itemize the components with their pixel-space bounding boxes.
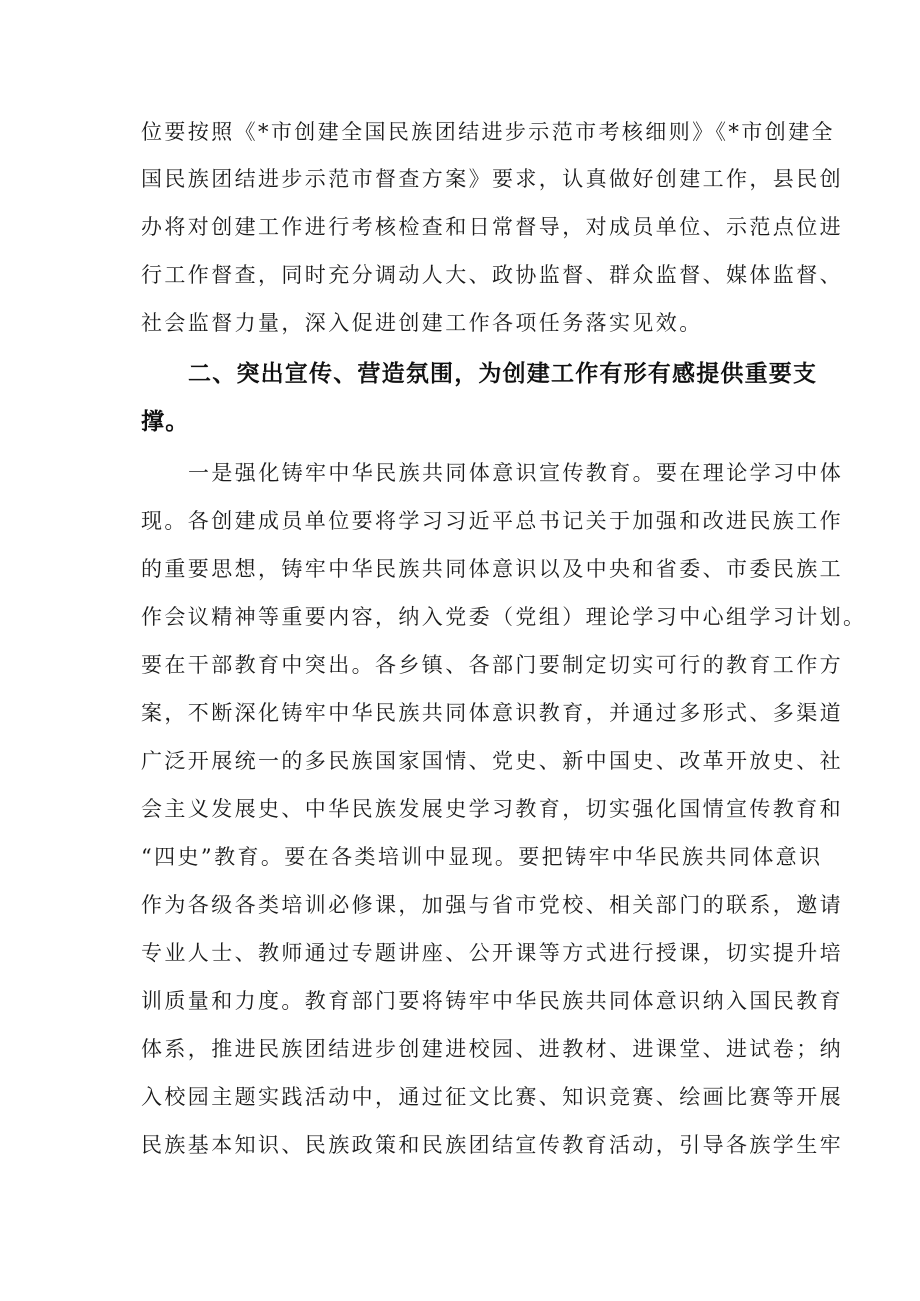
section-heading-line-1: 二、突出宣传、营造氛围，为创建工作有形有感提供重要支 bbox=[188, 361, 818, 387]
paragraph-1-line-1: 位要按照《*市创建全国民族团结进步示范市考核细则》《*市创建全 bbox=[141, 120, 835, 144]
paragraph-2-line-15: 民族基本知识、民族政策和民族团结宣传教育活动，引导各族学生牢 bbox=[141, 1133, 843, 1157]
paragraph-2-line-6: 案，不断深化铸牢中华民族共同体意识教育，并通过多形式、多渠道 bbox=[141, 701, 843, 725]
paragraph-1-line-5: 社会监督力量，深入促进创建工作各项任务落实见效。 bbox=[141, 311, 703, 335]
section-heading-line-2: 撑。 bbox=[141, 409, 190, 435]
paragraph-1-line-4: 行工作督查，同时充分调动人大、政协监督、群众监督、媒体监督、 bbox=[141, 263, 843, 287]
paragraph-1-line-3: 办将对创建工作进行考核检查和日常督导，对成员单位、示范点位进 bbox=[141, 215, 843, 239]
paragraph-2-line-11: 专业人士、教师通过专题讲座、公开课等方式进行授课，切实提升培 bbox=[141, 941, 843, 965]
paragraph-2-line-3: 的重要思想，铸牢中华民族共同体意识以及中央和省委、市委民族工 bbox=[141, 557, 843, 581]
paragraph-2-line-9: “四史”教育。要在各类培训中显现。要把铸牢中华民族共同体意识 bbox=[141, 845, 823, 869]
paragraph-2-line-14: 入校园主题实践活动中，通过征文比赛、知识竞赛、绘画比赛等开展 bbox=[141, 1085, 843, 1109]
paragraph-2-line-5: 要在干部教育中突出。各乡镇、各部门要制定切实可行的教育工作方 bbox=[141, 653, 843, 677]
paragraph-2-line-13: 体系，推进民族团结进步创建进校园、进教材、进课堂、进试卷；纳 bbox=[141, 1037, 843, 1061]
paragraph-2-line-1: 一是强化铸牢中华民族共同体意识宣传教育。要在理论学习中体 bbox=[188, 461, 844, 485]
paragraph-2-line-8: 会主义发展史、中华民族发展史学习教育，切实强化国情宣传教育和 bbox=[141, 797, 843, 821]
paragraph-2-line-10: 作为各级各类培训必修课，加强与省市党校、相关部门的联系，邀请 bbox=[141, 893, 843, 917]
paragraph-1-line-2: 国民族团结进步示范市督查方案》要求，认真做好创建工作，县民创 bbox=[141, 167, 843, 191]
paragraph-2-line-4: 作会议精神等重要内容，纳入党委（党组）理论学习中心组学习计划。 bbox=[141, 605, 867, 629]
paragraph-2-line-7: 广泛开展统一的多民族国家国情、党史、新中国史、改革开放史、社 bbox=[141, 749, 843, 773]
paragraph-2-line-2: 现。各创建成员单位要将学习习近平总书记关于加强和改进民族工作 bbox=[141, 509, 843, 533]
paragraph-2-line-12: 训质量和力度。教育部门要将铸牢中华民族共同体意识纳入国民教育 bbox=[141, 989, 843, 1013]
